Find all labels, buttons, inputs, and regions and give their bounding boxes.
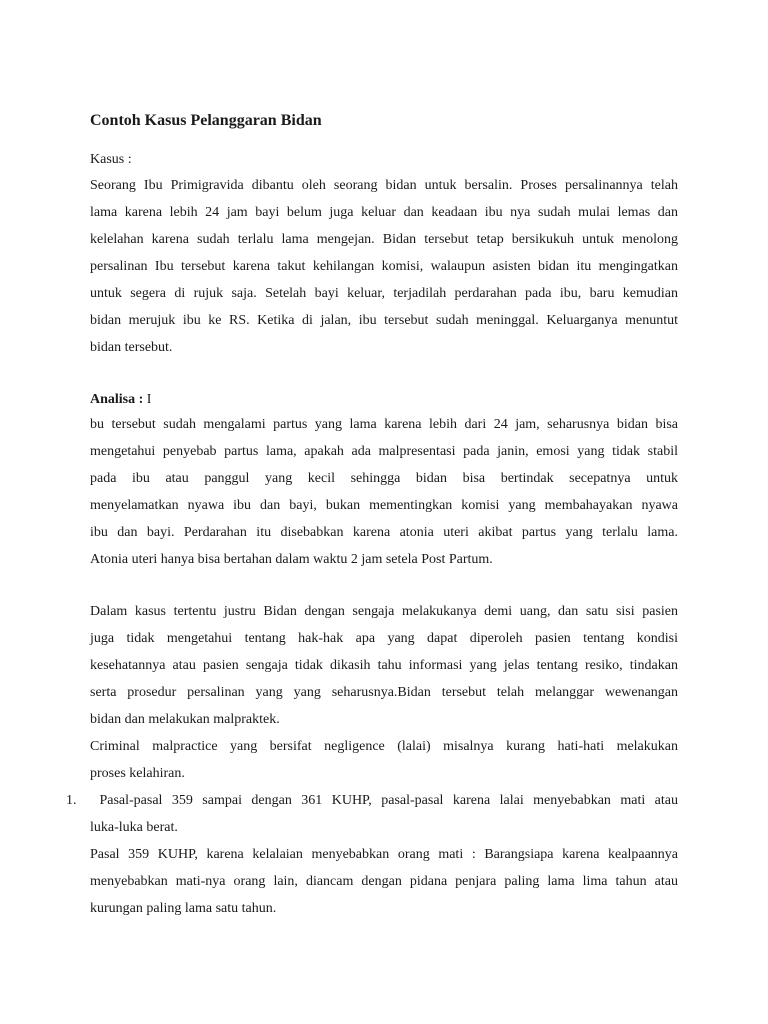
paragraph-4-line: kurungan paling lama satu tahun. [90,901,277,916]
paragraph-2-line: serta prosedur persalinan yang yang seharusnya.Bidan tersebut telah melanggar wewenangan [90,685,678,700]
kasus-line: bidan merujuk ibu ke RS. Ketika di jalan, ibu tersebut sudah meninggal. Keluarganya menuntut [90,313,678,328]
analisa-line: ibu dan bayi. Perdarahan itu disebabkan karena atonia uteri akibat partus yang terlalu lama. [90,525,678,540]
kasus-label-text: Kasus : [90,152,132,167]
analisa-line: Atonia uteri hanya bisa bertahan dalam waktu 2 jam setela Post Partum. [90,552,493,567]
kasus-line: kelelahan karena sudah terlalu lama mengejan. Bidan tersebut tetap bersikukuh untuk menolong [90,232,678,247]
paragraph-4-line: Pasal 359 KUHP, karena kelalaian menyebabkan orang mati : Barangsiapa karena kealpaannya [90,847,678,862]
kasus-label [90,146,678,173]
list-item-line: luka-luka berat. [90,820,178,835]
paragraph-4-line: menyebabkan mati-nya orang lain, diancam dengan pidana penjara paling lama lima tahun atau [90,874,678,889]
analisa-line: bu tersebut sudah mengalami partus yang lama karena lebih dari 24 jam, seharusnya bidan bisa [90,417,678,432]
paragraph-3 [90,733,678,787]
list-item-line: Pasal-pasal 359 sampai dengan 361 KUHP, pasal-pasal karena lalai menyebabkan mati atau [90,793,678,808]
kasus-line: bidan tersebut. [90,340,173,355]
kasus-line: Seorang Ibu Primigravida dibantu oleh seorang bidan untuk bersalin. Proses persalinannya telah [90,178,678,193]
paragraph-2-line: kesehatannya atau pasien sengaja tidak dikasih tahu informasi yang jelas tentang resiko, tindakan [90,658,678,673]
analisa-heading [90,386,678,413]
paragraph-2-line: bidan dan melakukan malpraktek. [90,712,280,727]
analisa-line: pada ibu atau panggul yang kecil sehingga bidan bisa bertindak secepatnya untuk [90,471,678,486]
document-title: Contoh Kasus Pelanggaran Bidan [90,112,322,129]
list-item-text [90,787,678,841]
analisa-paragraph [90,411,678,573]
paragraph-3-line: proses kelahiran. [90,766,185,781]
paragraph-3-line: Criminal malpractice yang bersifat negligence (lalai) misalnya kurang hati-hati melakukan [90,739,678,754]
kasus-line: untuk segera di rujuk saja. Setelah bayi keluar, terjadilah perdarahan pada ibu, baru kemudian [90,286,678,301]
list-number: 1. [66,793,77,808]
kasus-line: persalinan Ibu tersebut karena takut kehilangan komisi, walaupun asisten bidan itu mengingatkan [90,259,678,274]
paragraph-4 [90,841,678,922]
analisa-line: mengetahui penyebab partus lama, apakah ada malpresentasi pada janin, emosi yang tidak stabil [90,444,678,459]
kasus-paragraph [90,172,678,361]
kasus-line: lama karena lebih 24 jam bayi belum juga keluar dan keadaan ibu nya sudah mulai lemas dan [90,205,678,220]
analisa-label-tail: I [143,392,152,407]
paragraph-2-line: Dalam kasus tertentu justru Bidan dengan sengaja melakukanya demi uang, dan satu sisi pasien [90,604,678,619]
paragraph-2 [90,598,678,733]
analisa-label: Analisa : [90,392,144,407]
analisa-line: menyelamatkan nyawa ibu dan bayi, bukan mementingkan komisi yang membahayakan nyawa [90,498,678,513]
paragraph-2-line: juga tidak mengetahui tentang hak-hak apa yang dapat diperoleh pasien tentang kondisi [90,631,678,646]
